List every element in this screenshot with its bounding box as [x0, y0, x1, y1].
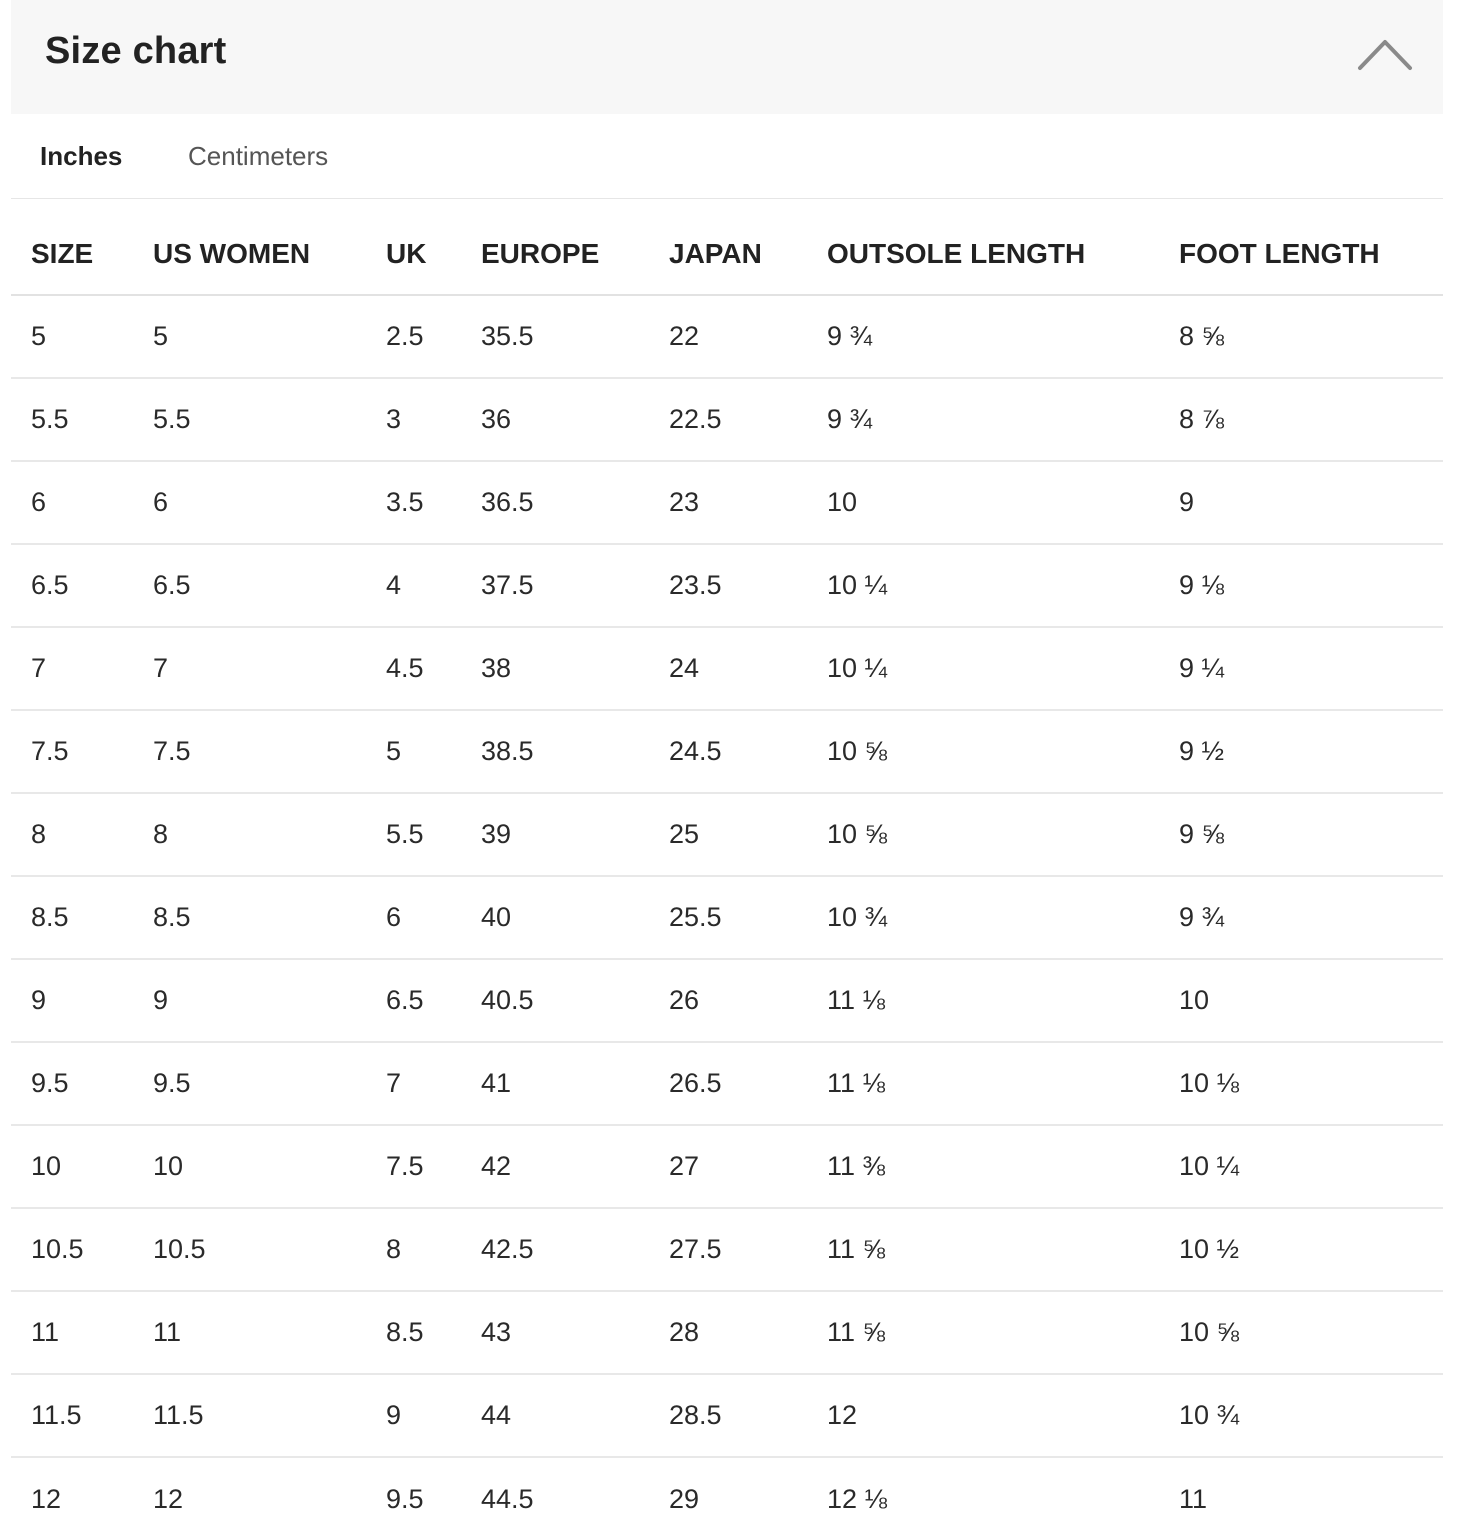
unit-tabs	[11, 114, 1443, 199]
cell-japan: 27	[649, 1125, 807, 1208]
page-title: Size chart	[45, 30, 227, 72]
column-header-foot-length: FOOT LENGTH	[1159, 199, 1443, 295]
table-row	[11, 295, 1443, 378]
cell-foot-length: 9 ⅝	[1159, 793, 1443, 876]
cell-size: 6	[11, 461, 133, 544]
cell-europe: 36	[461, 378, 649, 461]
column-header-us-women: US WOMEN	[133, 199, 366, 295]
cell-uk: 7.5	[366, 1125, 461, 1208]
cell-uk: 9.5	[386, 1483, 424, 1514]
column-header-size: SIZE	[11, 199, 133, 295]
cell-us-women: 11	[133, 1291, 366, 1374]
cell-europe: 43	[461, 1291, 649, 1374]
cell-us-women: 5	[133, 295, 366, 378]
column-header-europe: EUROPE	[461, 199, 649, 295]
cell-uk: 8.5	[366, 1291, 461, 1374]
cell-size: 8.5	[11, 876, 133, 959]
cell-japan: 26.5	[649, 1042, 807, 1125]
cell-foot-length: 10	[1159, 959, 1443, 1042]
cell-size: 5	[11, 295, 133, 378]
cell-us-women: 5.5	[133, 378, 366, 461]
cell-size: 7.5	[11, 710, 133, 793]
cell-size: 5.5	[11, 378, 133, 461]
cell-size: 9.5	[11, 1042, 133, 1125]
table-row	[11, 793, 1443, 876]
cell-size: 7	[11, 627, 133, 710]
cell-japan: 26	[649, 959, 807, 1042]
cell-foot-length: 10 ¾	[1159, 1374, 1443, 1457]
cell-size: 12	[31, 1483, 62, 1514]
cell-europe: 36.5	[461, 461, 649, 544]
cell-europe: 44	[461, 1374, 649, 1457]
cell-europe: 40	[461, 876, 649, 959]
cell-europe: 37.5	[461, 544, 649, 627]
cell-foot-length: 9 ½	[1159, 710, 1443, 793]
cell-size: 11	[11, 1291, 133, 1374]
table-row	[11, 1042, 1443, 1125]
cell-outsole-length: 12	[807, 1374, 1159, 1457]
cell-europe: 38	[461, 627, 649, 710]
tab-centimeters[interactable]: Centimeters	[188, 141, 329, 171]
table-row	[11, 876, 1443, 959]
chevron-up-icon[interactable]	[1357, 36, 1413, 76]
table-body	[11, 295, 1443, 1540]
cell-europe: 39	[461, 793, 649, 876]
cell-us-women: 7	[133, 627, 366, 710]
cell-us-women: 8	[133, 793, 366, 876]
cell-japan: 25	[649, 793, 807, 876]
cell-outsole-length: 10 ¼	[807, 544, 1159, 627]
cell-uk: 6	[366, 876, 461, 959]
column-header-japan: JAPAN	[649, 199, 807, 295]
table-row	[11, 461, 1443, 544]
column-header-outsole-length: OUTSOLE LENGTH	[807, 199, 1159, 295]
cell-us-women: 12	[153, 1483, 184, 1514]
cell-outsole-length: 10 ⅝	[807, 710, 1159, 793]
cell-outsole-length: 12 ⅛	[827, 1483, 888, 1514]
table-row	[11, 544, 1443, 627]
tab-inches[interactable]: Inches	[40, 141, 123, 171]
cell-europe: 44.5	[481, 1483, 534, 1514]
cell-foot-length: 10 ½	[1159, 1208, 1443, 1291]
cell-uk: 7	[366, 1042, 461, 1125]
cell-foot-length: 9	[1159, 461, 1443, 544]
table-row	[11, 959, 1443, 1042]
table-row	[11, 1374, 1443, 1457]
cell-us-women: 6.5	[133, 544, 366, 627]
cell-foot-length: 9 ¼	[1159, 627, 1443, 710]
table-row	[11, 1291, 1443, 1374]
size-table	[11, 199, 1443, 1540]
cell-foot-length: 9 ¾	[1159, 876, 1443, 959]
cell-japan: 22	[649, 295, 807, 378]
cell-us-women: 8.5	[133, 876, 366, 959]
cell-uk: 5.5	[366, 793, 461, 876]
cell-japan: 27.5	[649, 1208, 807, 1291]
size-chart-header[interactable]	[11, 0, 1443, 114]
cell-uk: 4	[366, 544, 461, 627]
cell-uk: 9	[366, 1374, 461, 1457]
cell-japan: 29	[669, 1483, 700, 1514]
table-header-row	[11, 199, 1443, 295]
cell-us-women: 10	[133, 1125, 366, 1208]
table-row	[11, 378, 1443, 461]
table-row	[11, 627, 1443, 710]
cell-outsole-length: 11 ⅝	[807, 1208, 1159, 1291]
cell-foot-length: 11	[1179, 1483, 1208, 1514]
cell-europe: 38.5	[461, 710, 649, 793]
size-chart-panel	[11, 0, 1443, 1540]
cell-japan: 22.5	[649, 378, 807, 461]
cell-outsole-length: 11 ⅛	[807, 1042, 1159, 1125]
cell-europe: 42	[461, 1125, 649, 1208]
cell-uk: 8	[366, 1208, 461, 1291]
cell-europe: 35.5	[461, 295, 649, 378]
cell-outsole-length: 9 ¾	[807, 378, 1159, 461]
cell-outsole-length: 11 ⅜	[807, 1125, 1159, 1208]
cell-japan: 28.5	[649, 1374, 807, 1457]
table-row	[11, 1125, 1443, 1208]
cell-foot-length: 9 ⅛	[1159, 544, 1443, 627]
cell-size: 10.5	[11, 1208, 133, 1291]
cell-size: 8	[11, 793, 133, 876]
cell-uk: 6.5	[366, 959, 461, 1042]
cell-outsole-length: 9 ¾	[807, 295, 1159, 378]
cell-size: 11.5	[11, 1374, 133, 1457]
cell-uk: 3	[366, 378, 461, 461]
cell-uk: 2.5	[366, 295, 461, 378]
cell-japan: 24.5	[649, 710, 807, 793]
cell-us-women: 10.5	[133, 1208, 366, 1291]
cell-foot-length: 10 ¼	[1159, 1125, 1443, 1208]
table-row	[11, 1208, 1443, 1291]
cell-outsole-length: 10	[807, 461, 1159, 544]
column-header-uk: UK	[366, 199, 461, 295]
cell-size: 6.5	[11, 544, 133, 627]
cell-us-women: 11.5	[133, 1374, 366, 1457]
cell-outsole-length: 10 ¼	[807, 627, 1159, 710]
cell-japan: 23	[649, 461, 807, 544]
cell-europe: 42.5	[461, 1208, 649, 1291]
cell-europe: 40.5	[461, 959, 649, 1042]
cell-uk: 5	[366, 710, 461, 793]
cell-outsole-length: 11 ⅝	[807, 1291, 1159, 1374]
cell-europe: 41	[461, 1042, 649, 1125]
table-row	[11, 710, 1443, 793]
cell-outsole-length: 11 ⅛	[807, 959, 1159, 1042]
cell-foot-length: 10 ⅝	[1159, 1291, 1443, 1374]
cell-japan: 24	[649, 627, 807, 710]
cell-japan: 23.5	[649, 544, 807, 627]
cell-size: 9	[11, 959, 133, 1042]
cell-us-women: 9.5	[133, 1042, 366, 1125]
cell-us-women: 7.5	[133, 710, 366, 793]
table-row	[11, 1457, 1443, 1540]
cell-uk: 4.5	[366, 627, 461, 710]
cell-japan: 28	[649, 1291, 807, 1374]
cell-japan: 25.5	[649, 876, 807, 959]
cell-uk: 3.5	[366, 461, 461, 544]
cell-foot-length: 10 ⅛	[1159, 1042, 1443, 1125]
cell-size: 10	[11, 1125, 133, 1208]
cell-us-women: 6	[133, 461, 366, 544]
cell-foot-length: 8 ⅞	[1159, 378, 1443, 461]
cell-outsole-length: 10 ¾	[807, 876, 1159, 959]
cell-foot-length: 8 ⅝	[1159, 295, 1443, 378]
cell-us-women: 9	[133, 959, 366, 1042]
cell-outsole-length: 10 ⅝	[807, 793, 1159, 876]
